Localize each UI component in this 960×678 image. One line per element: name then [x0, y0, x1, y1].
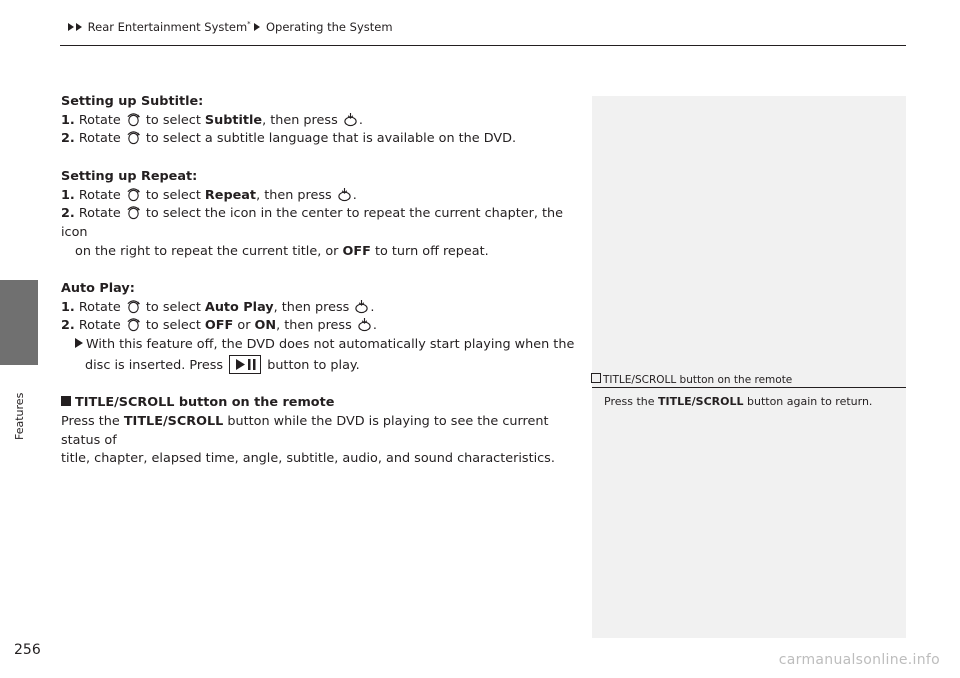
interface-dial-icon — [126, 205, 141, 220]
chapter-tab — [0, 280, 38, 365]
autoplay-step-1: 1. Rotate to select Auto Play, then press . — [61, 299, 375, 315]
enter-button-icon — [354, 299, 369, 314]
breadcrumb-footnote-mark: * — [247, 20, 251, 29]
breadcrumb-section: Rear Entertainment System — [87, 20, 248, 34]
enter-button-icon — [343, 112, 358, 127]
breadcrumb-page: Operating the System — [265, 20, 393, 34]
sidenote-rule — [592, 387, 906, 388]
breadcrumb-arrow-icon — [254, 23, 260, 31]
watermark-url: carmanualsonline.info — [778, 652, 940, 668]
title-scroll-heading: TITLE/SCROLL button on the remote — [61, 394, 581, 413]
repeat-step-1: 1. Rotate to select Repeat, then press . — [61, 187, 357, 203]
interface-dial-icon — [126, 187, 141, 202]
subtitle-heading: Setting up Subtitle: — [61, 94, 204, 109]
breadcrumb-arrow-icon — [76, 23, 82, 31]
breadcrumb-arrow-icon — [68, 23, 74, 31]
breadcrumb — [68, 20, 393, 34]
play-pause-icon — [229, 355, 261, 374]
autoplay-note-cont: disc is inserted. Press button to play. — [61, 355, 581, 376]
interface-dial-icon — [126, 112, 141, 127]
autoplay-step-2: 2. Rotate to select OFF or ON, then press . — [61, 318, 377, 334]
sidenote-panel — [592, 96, 906, 638]
interface-dial-icon — [126, 317, 141, 332]
repeat-heading: Setting up Repeat: — [61, 168, 198, 184]
main-content — [61, 93, 581, 469]
subtitle-step-2: 2. Rotate to select a subtitle language that is available on the DVD. — [61, 131, 517, 147]
note-arrow-icon — [75, 338, 83, 348]
header-rule — [60, 45, 906, 46]
page-number: 256 — [14, 642, 41, 658]
chapter-label: Features — [13, 392, 26, 440]
repeat-step-2-cont: on the right to repeat the current title, or OFF to turn off repeat. — [75, 243, 489, 259]
title-scroll-body: Press the TITLE/SCROLL button while the DVD is playing to see the current status of — [61, 413, 549, 448]
section-square-icon — [61, 396, 71, 406]
enter-button-icon — [357, 317, 372, 332]
enter-button-icon — [337, 187, 352, 202]
interface-dial-icon — [126, 130, 141, 145]
autoplay-heading: Auto Play: — [61, 281, 135, 296]
interface-dial-icon — [126, 299, 141, 314]
autoplay-note: With this feature off, the DVD does not automatically start playing when the — [61, 336, 581, 355]
sidenote-body: Press the TITLE/SCROLL button again to return. — [604, 395, 873, 408]
sidenote-title: TITLE/SCROLL button on the remote — [591, 373, 905, 386]
reference-icon — [591, 373, 601, 383]
subtitle-step-1: 1. Rotate to select Subtitle, then press . — [61, 112, 363, 128]
repeat-step-2: 2. Rotate to select the icon in the center to repeat the current chapter, the icon — [61, 206, 564, 240]
title-scroll-body-cont: title, chapter, elapsed time, angle, subtitle, audio, and sound characteristics. — [61, 451, 555, 467]
